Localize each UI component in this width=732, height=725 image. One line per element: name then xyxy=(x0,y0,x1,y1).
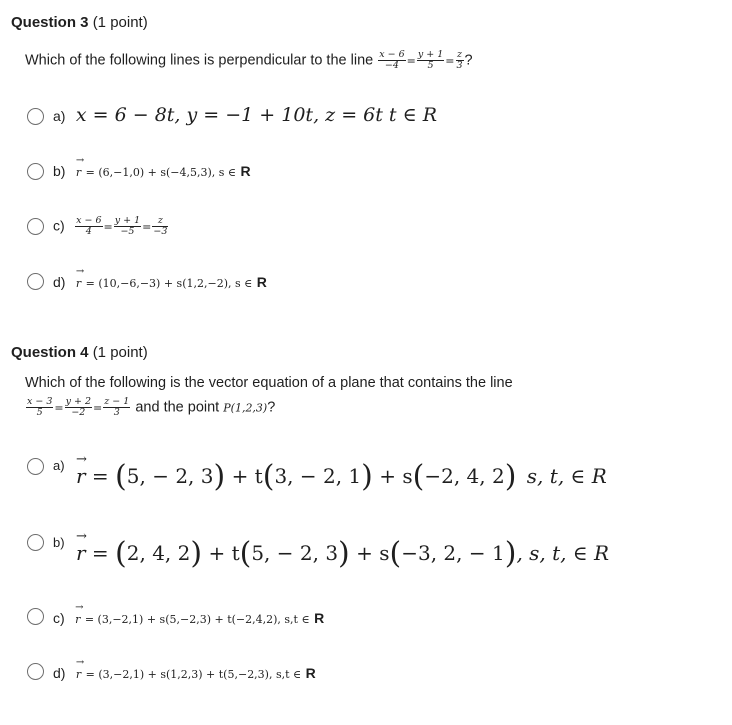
q4-option-a-radio[interactable] xyxy=(27,458,44,475)
q3-option-c-z-fraction: $\frac{z}{-3}$ xyxy=(153,215,168,237)
q4-option-c-radio[interactable] xyxy=(27,608,44,625)
q4-point: P(1,2,3) xyxy=(223,401,268,415)
q3-option-b-set: R xyxy=(240,163,251,179)
q4-option-c-vector: → r xyxy=(75,602,84,626)
q3-option-d-equation: = (10,−6,−3) + s(1,2,−2), s ∈ xyxy=(85,277,253,290)
q3-option-d-set: R xyxy=(256,274,267,290)
q4-option-d-radio[interactable] xyxy=(27,663,44,680)
q3-option-c: c) $\frac{x - 6}{4}$ = $\frac{y + 1}{-5}$ = $\frac{z}{-3}$ xyxy=(53,215,168,237)
q4-option-b-label: b) xyxy=(53,535,65,550)
question-3-points: (1 point) xyxy=(92,14,148,31)
q4-option-d-vector: → r xyxy=(75,657,85,681)
q3-option-c-radio[interactable] xyxy=(27,218,44,235)
q4-option-d-set: R xyxy=(305,665,316,681)
q4-option-c: c) → r = (3,−2,1) + s(5,−2,3) + t(−2,4,2), s,t ∈ R xyxy=(53,602,325,626)
q4-option-d: d) → r = (3,−2,1) + s(1,2,3) + t(5,−2,3), s,t ∈ R xyxy=(53,657,316,681)
q3-line-x-fraction: $\frac{x - 6}{-4}$ xyxy=(379,49,405,71)
q3-option-b: b) → r = (6,−1,0) + s(−4,5,3), s ∈ R xyxy=(53,155,251,179)
q3-option-d-radio[interactable] xyxy=(27,273,44,290)
q3-option-c-y-fraction: $\frac{y + 1}{-5}$ xyxy=(114,215,141,237)
question-4-title: Question 4 xyxy=(11,344,89,361)
q4-option-d-equation: = (3,−2,1) + s(1,2,3) + t(5,−2,3), s,t ∈ xyxy=(85,668,302,681)
q3-line-y-fraction: $\frac{y + 1}{5}$ xyxy=(417,49,444,71)
q3-option-d: d) → r = (10,−6,−3) + s(1,2,−2), s ∈ R xyxy=(53,266,267,290)
q4-line-z-fraction: $\frac{z - 1}{3}$ xyxy=(104,396,130,418)
q4-option-a-label: a) xyxy=(53,458,65,473)
q3-option-a: a) x = 6 − 8t, y = −1 + 10t, z = 6t t ∈ R xyxy=(53,104,437,126)
q3-option-a-math: x = 6 − 8t, y = −1 + 10t, z = 6t t ∈ R xyxy=(75,104,437,126)
q4-line-x-fraction: $\frac{x - 3}{5}$ xyxy=(27,396,53,418)
question-3-header xyxy=(11,14,148,31)
q4-line-y-fraction: $\frac{y + 2}{-2}$ xyxy=(65,396,92,418)
q3-option-c-x-fraction: $\frac{x - 6}{4}$ xyxy=(76,215,102,237)
q4-option-a-equation: → r = (5, − 2, 3) + t(3, − 2, 1) + s(−2, 4, 2) s, t, ∈ R xyxy=(76,452,607,494)
q3-option-b-equation: = (6,−1,0) + s(−4,5,3), s ∈ xyxy=(85,166,237,179)
question-4-header xyxy=(11,344,148,361)
q3-option-a-radio[interactable] xyxy=(27,108,44,125)
q3-option-d-vector: → r xyxy=(75,266,85,290)
q4-option-c-set: R xyxy=(314,610,325,626)
q3-option-b-radio[interactable] xyxy=(27,163,44,180)
question-4-prompt-text: Which of the following is the vector equation of a plane that contains the line xyxy=(25,375,513,391)
question-3-title: Question 3 xyxy=(11,14,89,31)
question-4-points: (1 point) xyxy=(92,344,148,361)
q3-line-z-fraction: $\frac{z}{3}$ xyxy=(456,49,463,71)
question-3-prompt: Which of the following lines is perpendicular to the line $\frac{x - 6}{-4}$ = $\frac{y + 1}{5}$ = $\frac{z}{3}$ ? xyxy=(25,49,473,71)
q4-option-c-equation: = (3,−2,1) + s(5,−2,3) + t(−2,4,2), s,t ∈ xyxy=(84,613,310,626)
question-4-prompt-line: $\frac{x - 3}{5}$ = $\frac{y + 2}{-2}$ = $\frac{z - 1}{3}$ and the point P(1,2,3)? xyxy=(27,396,276,418)
q4-option-b-radio[interactable] xyxy=(27,534,44,551)
question-3-prompt-text: Which of the following lines is perpendicular to the line xyxy=(25,52,374,69)
q4-option-b-equation: → r = (2, 4, 2) + t(5, − 2, 3) + s(−3, 2, − 1), s, t, ∈ R xyxy=(76,529,610,571)
q3-option-b-vector: → r xyxy=(75,155,85,179)
